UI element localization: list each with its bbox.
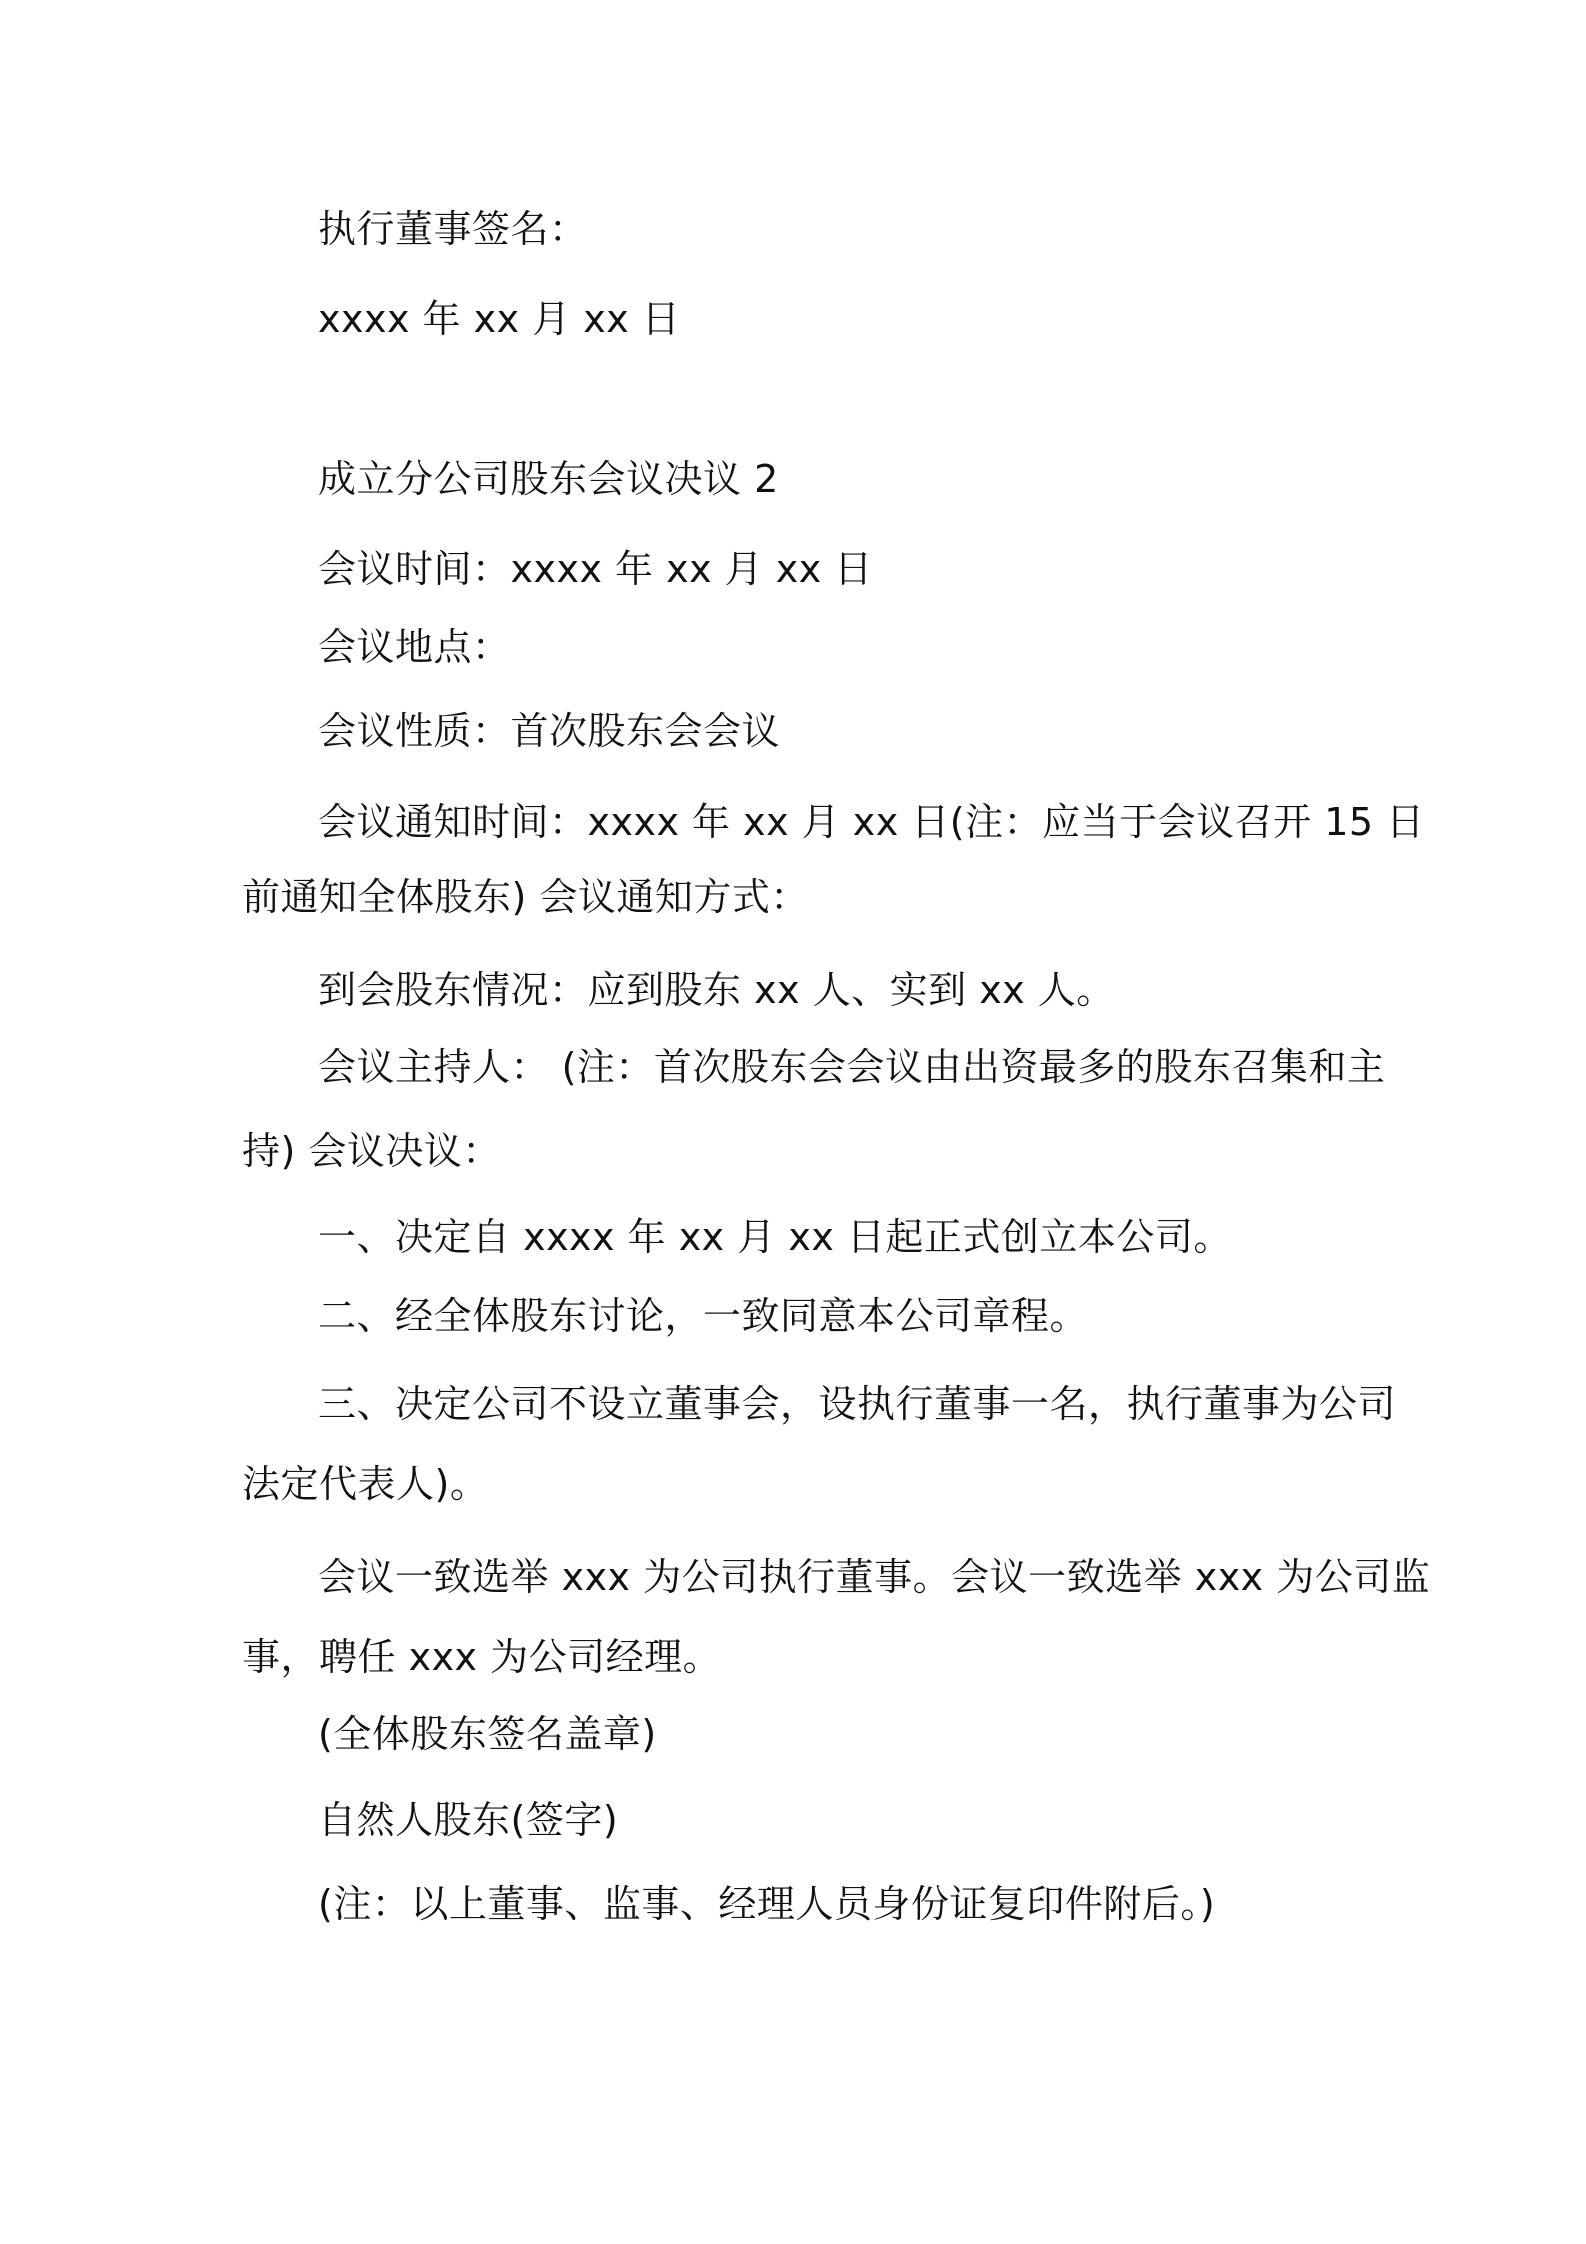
notice-time-line-2: 前通知全体股东) 会议通知方式： bbox=[242, 875, 809, 919]
section-title: 成立分公司股东会议决议 2 bbox=[318, 457, 779, 501]
resolution-2: 二、经全体股东讨论，一致同意本公司章程。 bbox=[318, 1294, 1089, 1338]
attendance: 到会股东情况：应到股东 xx 人、实到 xx 人。 bbox=[318, 968, 1115, 1012]
resolution-3-line-2: 法定代表人)。 bbox=[242, 1462, 489, 1506]
host-line-2: 持) 会议决议： bbox=[242, 1129, 501, 1173]
meeting-nature: 会议性质：首次股东会会议 bbox=[318, 709, 781, 753]
notice-time-line-1: 会议通知时间：xxxx 年 xx 月 xx 日(注：应当于会议召开 15 日 bbox=[318, 800, 1425, 844]
meeting-time: 会议时间：xxxx 年 xx 月 xx 日 bbox=[318, 547, 873, 591]
meeting-location: 会议地点： bbox=[318, 625, 511, 669]
election-line-2: 事，聘任 xxx 为公司经理。 bbox=[242, 1635, 722, 1679]
signature-date: xxxx 年 xx 月 xx 日 bbox=[318, 297, 681, 341]
natural-person-signature: 自然人股东(签字) bbox=[318, 1798, 619, 1842]
resolution-3-line-1: 三、决定公司不设立董事会，设执行董事一名，执行董事为公司 bbox=[318, 1382, 1397, 1426]
director-signature-label: 执行董事签名： bbox=[318, 207, 588, 251]
election-line-1: 会议一致选举 xxx 为公司执行董事。会议一致选举 xxx 为公司监 bbox=[318, 1555, 1431, 1599]
resolution-1: 一、决定自 xxxx 年 xx 月 xx 日起正式创立本公司。 bbox=[318, 1215, 1232, 1259]
id-copy-note: (注：以上董事、监事、经理人员身份证复印件附后。) bbox=[318, 1882, 1216, 1926]
shareholder-signature-note: (全体股东签名盖章) bbox=[318, 1712, 657, 1756]
host-line-1: 会议主持人： (注：首次股东会会议由出资最多的股东召集和主 bbox=[318, 1045, 1386, 1089]
